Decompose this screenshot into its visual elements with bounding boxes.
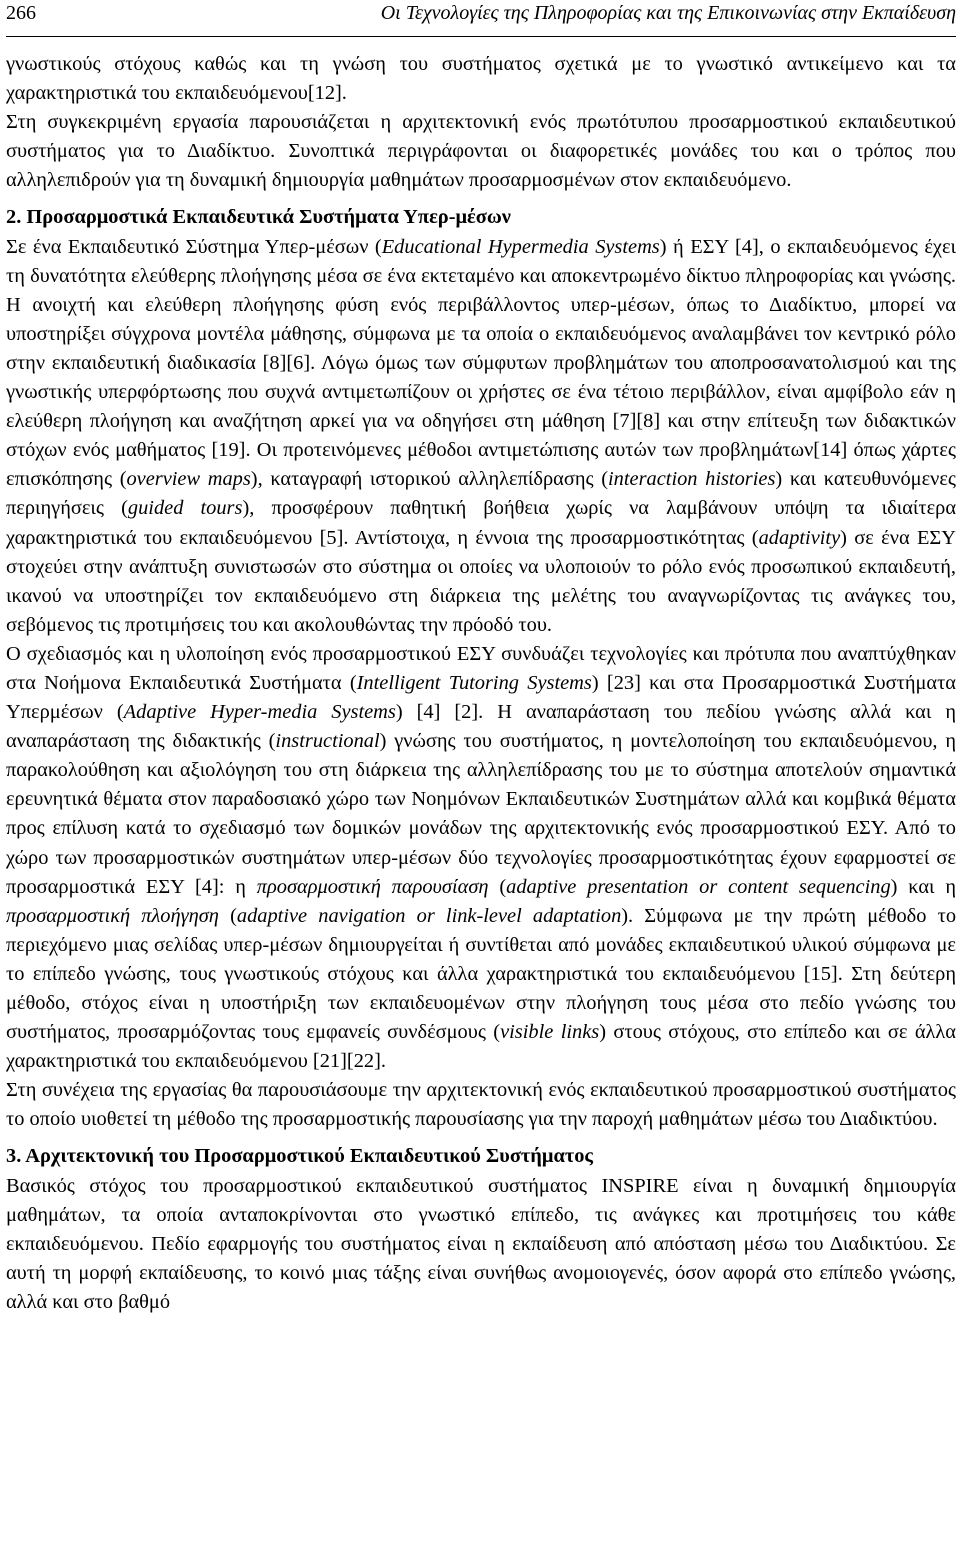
section-2-paragraph-1 bbox=[6, 233, 956, 640]
italic-term: Educational Hypermedia Systems bbox=[381, 235, 660, 258]
text-run: ) σε ένα ΕΣΥ στοχεύει στην ανάπτυξη συνιστωσών στο σύστημα οι οποίες να υλοποιούν το ρόλο ενός προσωπικού εκπαιδευτή, ικανού να υποστηρίζει τον εκπαιδευόμενο στη διάρκεια της μελέτης του αναγνωρίζοντας τις ανάγκες του, σεβόμενος τις προτιμήσεις του και ακολουθώντας την πρόοδό του. bbox=[6, 526, 956, 636]
text-run: ) και κατευθυνόμενες περιηγήσεις ( bbox=[6, 468, 956, 520]
running-title: Οι Τεχνολογίες της Πληροφορίας και της Επικοινωνίας στην Εκπαίδευση bbox=[380, 2, 956, 24]
text-run: ) [23] και στα Προσαρμοστικά Συστήματα Υπερμέσων ( bbox=[6, 671, 956, 724]
italic-term: προσαρμοστική παρουσίαση bbox=[256, 875, 489, 898]
text-run: ) και η bbox=[890, 875, 956, 898]
page-number: 266 bbox=[6, 2, 36, 24]
section-2-paragraph-2 bbox=[6, 640, 956, 1076]
italic-term: Adaptive Hyper-media Systems bbox=[123, 701, 396, 724]
italic-term: adaptivity bbox=[758, 526, 841, 549]
text-run: ). Σύμφωνα με την πρώτη μέθοδο το περιεχόμενο μιας σελίδας υπερ-μέσων δημιουργείται ή συντίθεται από μονάδες εκπαιδευτικού υλικού σύμφωνα με το επίπεδο γνώσης, τους γνωστικούς στόχους και άλλα χαρακτηριστικά του εκπαιδευόμενου [15]. Στη δεύτερη μέθοδο, στόχος είναι η υποστήριξη των εκπαιδευομένων στην πλοήγηση τους μέσα στο πεδίο γνώσης του συστήματος, προσαρμόζοντας τους εμφανείς συνδέσμους ( bbox=[6, 904, 957, 1044]
section-3-paragraph-1: Βασικός στόχος του προσαρμοστικού εκπαιδευτικού συστήματος INSPIRE είναι η δυναμική δημιουργία μαθημάτων, τα οποία ανταποκρίνονται στο γνωστικό επίπεδο, τις ανάγκες και προτιμήσεις του κάθε εκπαιδευόμενου. Πεδίο εφαρμογής του συστήματος είναι η εκπαίδευση από απόσταση μέσω του Διαδικτύου. Σε αυτή τη μορφή εκπαίδευσης, το κοινό μιας τάξης είναι συνήθως ανομοιογενές, όσον αφορά στο επίπεδο γνώσης, αλλά και στο βαθμό bbox=[6, 1174, 956, 1313]
text-run: Σε ένα Εκπαιδευτικό Σύστημα Υπερ-μέσων ( bbox=[6, 235, 382, 258]
text-run: ) ή ΕΣΥ [4], ο εκπαιδευόμενος έχει τη δυνατότητα ελεύθερης πλοήγησης μέσα σε ένα εκτεταμένο και αποκεντρωμένο δίκτυο πληροφορίας και γνώσης. Η ανοιχτή και ελεύθερη πλοήγησης φύση ενός περιβάλλοντος υπερ-μέσων, όπως το Διαδίκτυο, μπορεί να υποστηρίξει σύγχρονα μοντέλα μάθησης, σύμφωνα με τα οποία ο εκπαιδευόμενος αναλαμβάνει τον κεντρικό ρόλο στην εκπαιδευτική διαδικασία [8][6]. Λόγω όμως των σύμφυτων προβλημάτων του αποπροσανατολισμού και της γνωστικής υπερφόρτωσης που συχνά αντιμετωπίζουν οι χρήστες σε ένα τέτοιο περιβάλλον, είναι αμφίβολο εάν η ελεύθερη πλοήγηση και αναζήτηση αρκεί για να οδηγήσει στη μάθηση [7][8] και στην επίτευξη των διδακτικών στόχων ενός μαθήματος [19]. Οι προτεινόμενες μέθοδοι αντιμετώπισης αυτών των προβλημάτων[14] όπως χάρτες επισκόπησης ( bbox=[6, 235, 956, 491]
text-run: ) γνώσης του συστήματος, η μοντελοποίηση του εκπαιδευόμενου, η παρακολούθηση και αξιολόγηση του στη διάρκεια της αλληλεπίδρασης του με το σύστημα αποτελούν σημαντικά ερευνητικά θέματα στον παραδοσιακό χώρο των Νοημόνων Εκπαιδευτικών Συστημάτων αλλά και κομβικά θέματα προς επίλυση κατά το σχεδιασμό των δομικών μονάδων της αρχιτεκτονικής ενός προσαρμοστικού ΕΣΥ. Από το χώρο των προσαρμοστικών συστημάτων υπερ-μέσων δύο τεχνολογίες προσαρμοστικότητας έχουν εφαρμοστεί σε προσαρμοστικά ΕΣΥ [4]: η bbox=[6, 730, 956, 898]
italic-term: adaptive presentation or content sequencing bbox=[506, 875, 891, 898]
section-3-heading: 3. Αρχιτεκτονική του Προσαρμοστικού Εκπαιδευτικού Συστήματος bbox=[6, 1145, 594, 1168]
italic-term: guided tours bbox=[127, 497, 243, 520]
text-run: ( bbox=[488, 875, 507, 898]
italic-term: instructional bbox=[275, 730, 380, 753]
text-run: ) [4] [2]. Η αναπαράσταση του πεδίου γνώσης αλλά και η αναπαράσταση της διδακτικής ( bbox=[6, 701, 956, 753]
page-header bbox=[6, 0, 956, 37]
italic-term: visible links bbox=[500, 1021, 600, 1044]
text-run: Ο σχεδιασμός και η υλοποίηση ενός προσαρμοστικού ΕΣΥ συνδυάζει τεχνολογίες και πρότυπα που αναπτύχθηκαν στα Νοήμονα Εκπαιδευτικά Συστήματα ( bbox=[6, 642, 956, 694]
italic-term: interaction histories bbox=[608, 468, 776, 491]
section-2-paragraph-3: Στη συνέχεια της εργασίας θα παρουσιάσουμε την αρχιτεκτονική ενός εκπαιδευτικού προσαρμοστικού συστήματος το οποίο υιοθετεί τη μέθοδο της προσαρμοστικής παρουσίασης για την παροχή μαθημάτων μέσω του Διαδικτύου. bbox=[6, 1079, 956, 1131]
italic-term: προσαρμοστική πλοήγηση bbox=[6, 904, 219, 927]
section-2-heading: 2. Προσαρμοστικά Εκπαιδευτικά Συστήματα Υπερ-μέσων bbox=[6, 206, 511, 229]
text-run: ), καταγραφή ιστορικού αλληλεπίδρασης ( bbox=[250, 468, 609, 491]
italic-term: Intelligent Tutoring Systems bbox=[356, 671, 592, 694]
intro-paragraph-2: Στη συγκεκριμένη εργασία παρουσιάζεται η αρχιτεκτονική ενός πρωτότυπου προσαρμοστικού εκπαιδευτικού συστήματος για το Διαδίκτυο. Συνοπτικά περιγράφονται οι διαφορετικές μονάδες του και ο τρόπος που αλληλεπιδρούν για τη δυναμική δημιουργία μαθημάτων προσαρμοσμένων στον εκπαιδευόμενο. bbox=[6, 111, 956, 192]
intro-paragraph-1: γνωστικούς στόχους καθώς και τη γνώση του συστήματος σχετικά με το γνωστικό αντικείμενο και τα χαρακτηριστικά του εκπαιδευόμενου[12]. bbox=[6, 53, 956, 105]
text-run: ), προσφέρουν παθητική βοήθεια χωρίς να λαμβάνουν υπόψη τα ιδιαίτερα χαρακτηριστικά του εκπαιδευόμενου [5]. Αντίστοιχα, η έννοια της προσαρμοστικότητας ( bbox=[6, 497, 956, 549]
italic-term: overview maps bbox=[126, 468, 251, 491]
text-run: ) στους στόχους, στο επίπεδο και σε άλλα χαρακτηριστικά του εκπαιδευόμενου [21][22]. bbox=[6, 1021, 956, 1073]
text-run: ( bbox=[218, 904, 237, 927]
document-body bbox=[6, 50, 956, 1317]
italic-term: adaptive navigation or link-level adaptation bbox=[236, 904, 622, 927]
